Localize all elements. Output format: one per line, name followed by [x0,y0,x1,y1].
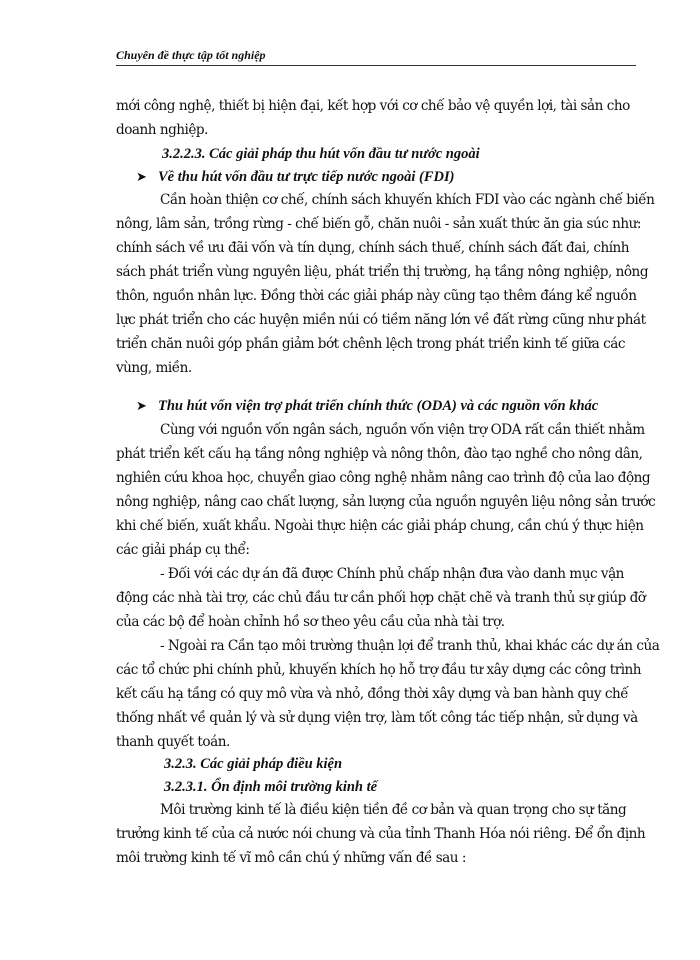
bullet-heading-fdi-text: Về thu hút vốn đầu tư trực tiếp nước ngoài (FDI) [158,169,455,185]
body-line: doanh nghiệp. [116,122,208,138]
body-line: trưởng kinh tế của cả nước nói chung và của tỉnh Thanh Hóa nói riêng. Để ổn định [116,826,646,842]
page-header: Chuyên đề thực tập tốt nghiệp [116,48,636,66]
body-line: Cần hoàn thiện cơ chế, chính sách khuyến khích FDI vào các ngành chế biến [160,192,655,208]
bullet-heading-oda [136,396,598,417]
body-line: Môi trường kinh tế là điều kiện tiền đề cơ bản và quan trọng cho sự tăng [160,802,627,818]
body-line: triển chăn nuôi góp phần giảm bớt chênh lệch trong phát triển kinh tế giữa các [116,336,625,352]
body-line: lực phát triển cho các huyện miền núi có tiềm năng lớn về đất rừng cũng như phát [116,312,646,328]
arrowhead-bullet-icon: ➤ [136,170,147,185]
body-line: các tổ chức phi chính phủ, khuyến khích họ hỗ trợ đầu tư xây dựng các công trình [116,662,642,678]
body-line: - Đối với các dự án đã được Chính phủ chấp nhận đưa vào danh mục vận [160,566,624,582]
body-line: mới công nghệ, thiết bị hiện đại, kết hợp với cơ chế bảo vệ quyền lợi, tài sản cho [116,98,630,114]
body-line: của các bộ để hoàn chỉnh hồ sơ theo yêu cầu của nhà tài trợ. [116,614,505,630]
body-line: nông nghiệp, nâng cao chất lượng, sản lượng của nguồn nguyên liệu nông sản trước [116,494,656,510]
body-line: - Ngoài ra Cần tạo môi trường thuận lợi để tranh thủ, khai khác các dự án của [160,638,660,654]
body-line: vùng, miền. [116,360,192,376]
section-heading-3231: 3.2.3.1. Ổn định môi trường kinh tế [164,779,378,795]
body-line: khi chế biến, xuất khẩu. Ngoài thực hiện các giải pháp chung, cần chú ý thực hiện [116,518,644,534]
bullet-heading-oda-text: Thu hút vốn viện trợ phát triển chính thức (ODA) và các nguồn vốn khác [158,398,599,414]
body-line: kết cấu hạ tầng có quy mô vừa và nhỏ, đồng thời xây dựng và ban hành quy chế [116,686,629,702]
body-line: Cùng với nguồn vốn ngân sách, nguồn vốn viện trợ ODA rất cần thiết nhằm [160,422,645,438]
body-line: chính sách về ưu đãi vốn và tín dụng, chính sách thuế, chính sách đất đai, chính [116,240,630,256]
body-line: thanh quyết toán. [116,734,230,750]
arrowhead-bullet-icon: ➤ [136,399,147,414]
section-heading-323: 3.2.3. Các giải pháp điều kiện [164,756,343,772]
body-line: môi trường kinh tế vĩ mô cần chú ý những vấn đề sau : [116,850,466,866]
body-line: các giải pháp cụ thể: [116,542,250,558]
body-line: nông, lâm sản, trồng rừng - chế biến gỗ, chăn nuôi - sản xuất thức ăn gia súc như: [116,216,641,232]
body-line: phát triển kết cấu hạ tầng nông nghiệp và nông thôn, đào tạo nghề cho nông dân, [116,446,643,462]
body-line: động các nhà tài trợ, các chủ đầu tư cần phối hợp chặt chẽ và tranh thủ sự giúp đỡ [116,590,646,606]
bullet-heading-fdi [136,167,455,188]
body-line: thôn, nguồn nhân lực. Đồng thời các giải pháp này cũng tạo thêm đáng kể nguồn [116,288,637,304]
section-heading-3223: 3.2.2.3. Các giải pháp thu hút vốn đầu tư nước ngoài [162,146,480,162]
body-line: sách phát triển vùng nguyên liệu, phát triển thị trường, hạ tầng nông nghiệp, nông [116,264,649,280]
body-line: thống nhất về quản lý và sử dụng viện trợ, làm tốt công tác tiếp nhận, sử dụng và [116,710,638,726]
body-line: nghiên cứu khoa học, chuyển giao công nghệ nhằm nâng cao trình độ của lao động [116,470,651,486]
